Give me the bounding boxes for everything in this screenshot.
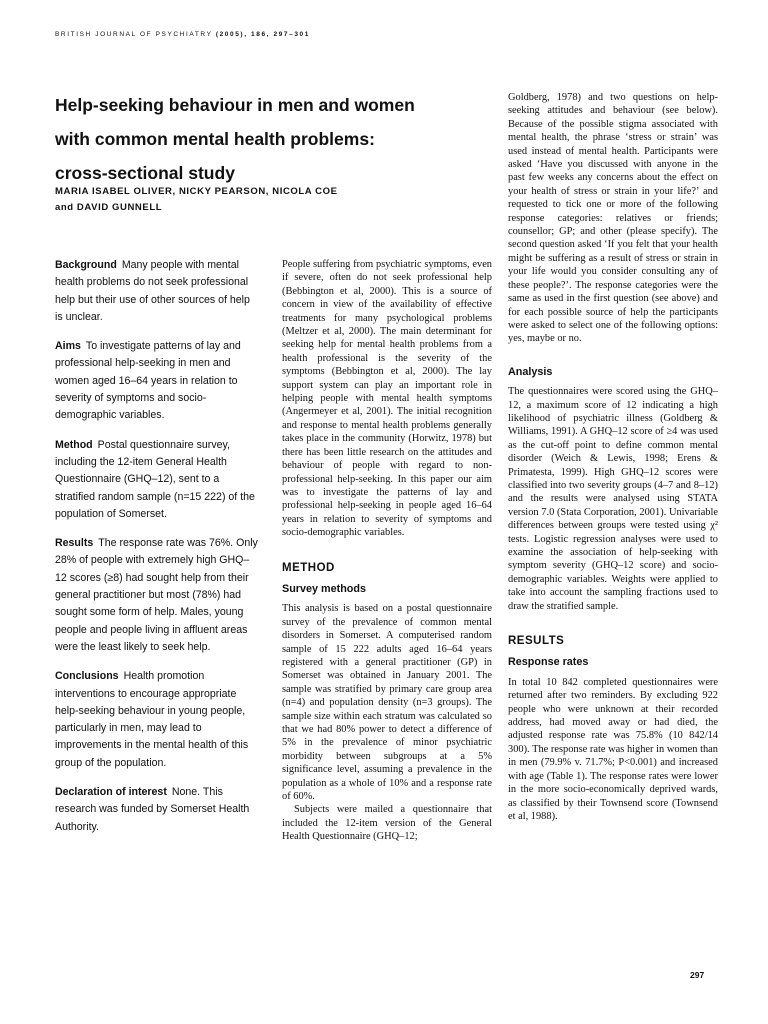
abstract-method: [55, 437, 260, 523]
abstract-text: None. This research was funded by Somerset Health Authority.: [55, 786, 250, 833]
body-column-middle: [282, 258, 492, 844]
survey-paragraph: Subjects were mailed a questionnaire that included the 12-item version of the General Health Questionnaire (GHQ–12;: [282, 804, 492, 843]
abstract-label: Conclusions: [55, 670, 119, 683]
analysis-paragraph: The questionnaires were scored using the GHQ–12, a maximum score of 12 indicating a high likelihood of psychiatric illness (Goldberg & Williams, 1991). A GHQ–12 score of ≥4 was used as the cut-off point to define common mental disorder (Weich & Lewis, 1998; Erens & Primatesta, 1999). High GHQ–12 scores were classified into two severity groups (4–7 and 8–12) and the results were analysed using STATA version 7.0 (Stata Corporation, 2001). Univariable differences between groups were tested using χ² tests. Logistic regression analyses were used to examine the association of help-seeking with symptom severity (GHQ–12 score) and socio-demographic variables. Weights were applied to take into account the sampling fractions used to draw the stratified sample.: [508, 386, 718, 612]
title-line: with common mental health problems:: [55, 129, 375, 149]
survey-methods-heading: Survey methods: [282, 582, 367, 595]
body-column-right: [508, 91, 718, 823]
abstract-label: Background: [55, 259, 117, 271]
abstract-text: Health promotion interventions to encourage appropriate help-seeking behaviour in young people, particularly in men, may lead to improvements in the mental health of this group of the population.: [55, 670, 249, 769]
abstract: [55, 257, 260, 848]
abstract-text: Many people with mental health problems do not seek professional help but their use of other sources of help is unclear.: [55, 259, 250, 323]
abstract-background: [55, 257, 260, 326]
title-line: cross-sectional study: [55, 163, 235, 183]
abstract-label: Declaration of interest: [55, 786, 167, 799]
survey-paragraph: This analysis is based on a postal questionnaire survey of the prevalence of common mental disorders in Somerset. A computerised random sample of 15 222 adults aged 16–64 years registered with a general practitioner (GP) in Somerset was obtained in January 2001. The sample was stratified by primary care group area (n=4) and population density (n=3 groups). The sample size within each stratum was calculated so that we had 80% power to detect a difference of 5% in the prevalence of minor psychiatric morbidity between subgroups at a 5% significance level, assuming a prevalence in the population as a whole of 10% and a response rate of 60%.: [282, 603, 492, 803]
abstract-aims: [55, 338, 260, 424]
abstract-text: The response rate was 76%. Only 28% of people with extremely high GHQ–12 scores (≥8) had sought help from their general practitioner but most (78%) had sought some form of help. Males, young people and people living in affluent areas were the least likely to seek help.: [55, 537, 258, 653]
author-line: and DAVID GUNNELL: [55, 202, 163, 213]
abstract-text: To investigate patterns of lay and professional help-seeking in men and women aged 16–64 years in relation to severity of symptoms and socio-demographic variables.: [55, 340, 241, 422]
results-heading: RESULTS: [508, 635, 565, 648]
abstract-label: Method: [55, 438, 93, 451]
journal-name: BRITISH JOURNAL OF PSYCHIATRY: [55, 31, 213, 38]
abstract-label: Results: [55, 537, 94, 550]
intro-paragraph: People suffering from psychiatric symptoms, even if severe, often do not seek professional help (Bebbington et al, 2000). This is a source of concern in view of the availability of effective treatments for many psychological problems (Meltzer et al, 2000). The main determinant for seeking help for mental health problems from a health professional is the severity of the symptoms (Bebbington et al, 2000). The lay support system can play an important role in helping people with mental health symptoms (Angermeyer et al, 2001). The initial recognition and response to mental health problems generally takes place in the community (Horwitz, 1978) but there has been little research on the attitudes and behaviour of people with regard to non-professional help-seeking. In this paper our aim was to investigate the patterns of lay and professional help-seeking in people aged 16–64 years in relation to severity of symptoms and socio-demographic variables.: [282, 259, 492, 539]
author-line: MARIA ISABEL OLIVER, NICKY PEARSON, NICOLA COE: [55, 186, 338, 197]
abstract-results: [55, 535, 260, 656]
abstract-text: Postal questionnaire survey, including the 12-item General Health Questionnaire (GHQ–12), sent to a stratified random sample (n=15 222) of the population of Somerset.: [55, 438, 255, 520]
method-heading: METHOD: [282, 561, 335, 574]
running-head: [55, 31, 310, 38]
article-title: [55, 88, 475, 190]
author-list: [55, 184, 475, 216]
journal-citation: (2005), 186, 297–301: [215, 31, 310, 38]
survey-paragraph-continued: Goldberg, 1978) and two questions on help-seeking attitudes and behaviour (see below). Because of the possible stigma associated with mental health, the phrase ‘stress or strain’ was used instead of mental health. Participants were asked ‘Have you discussed with anyone in the past few weeks any concerns about the effect on your health of stress or strain in your life?’ and requested to tick one or more of the following response categories: relatives or friends; counsellor; GP; and other (please specify). The second question asked ‘If you felt that your health might be suffering as a result of stress or strain in your life would you consider consulting any of these people?’. The response categories were the same as used in the first question (see above) and for each possible source of help the participants were asked to select one of the following options: yes, maybe or no.: [508, 92, 718, 345]
response-rates-paragraph: In total 10 842 completed questionnaires were returned after two reminders. By excluding 922 people who were unknown at their recorded address, had moved away or had died, the adjusted response rate was 75.8% (10 842/14 300). The response rate was higher in women than in men (79.9% v. 71.7%; P<0.001) and increased with age (Table 1). The response rates were lower in the more socio-economically deprived wards, as classified by their Townsend score (Townsend et al, 1988).: [508, 676, 718, 822]
title-line: Help-seeking behaviour in men and women: [55, 95, 415, 115]
abstract-label: Aims: [55, 340, 81, 353]
response-rates-heading: Response rates: [508, 656, 589, 669]
abstract-declaration: [55, 784, 260, 836]
analysis-heading: Analysis: [508, 365, 553, 378]
abstract-conclusions: [55, 668, 260, 772]
page-number: 297: [690, 970, 705, 980]
